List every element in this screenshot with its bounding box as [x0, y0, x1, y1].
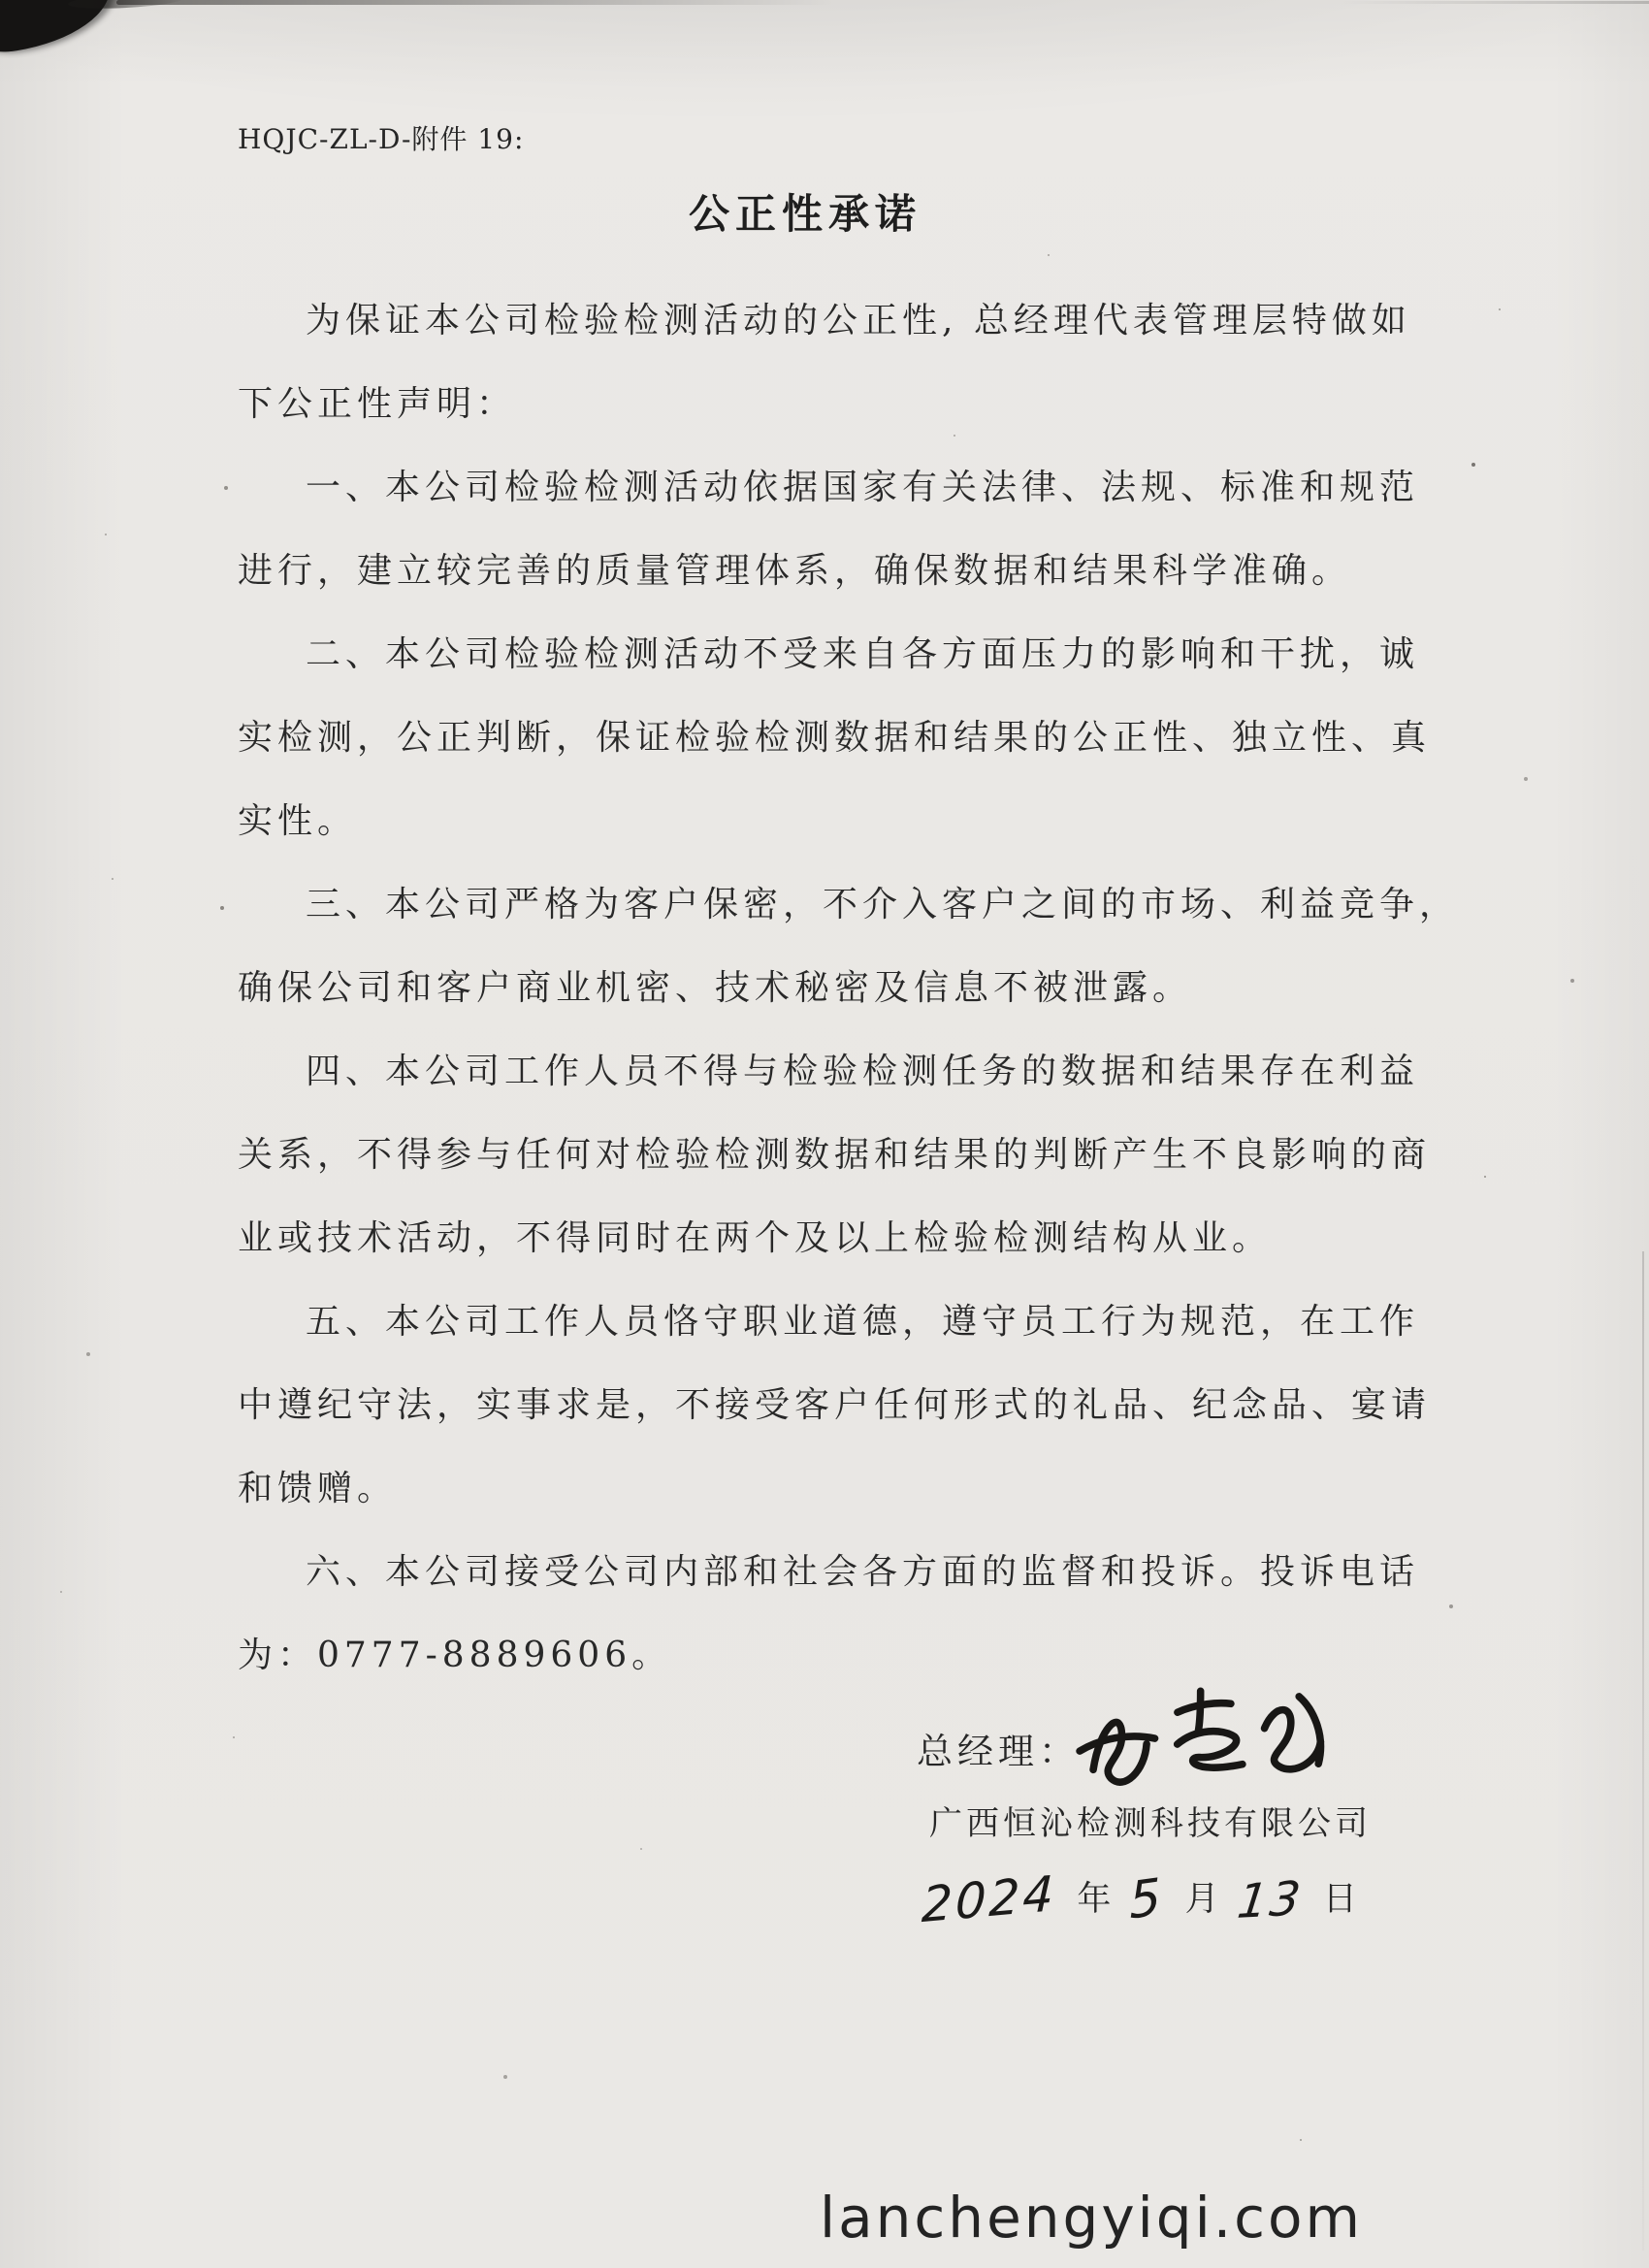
- body-line: 关系，不得参与任何对检验检测数据和结果的判断产生不良影响的商: [238, 1135, 1432, 1175]
- document-code: HQJC-ZL-D-附件 19:: [238, 123, 525, 155]
- company-name: 广西恒沁检测科技有限公司: [929, 1804, 1372, 1843]
- general-manager-handwritten-signature: [1068, 1667, 1357, 1812]
- date-month-unit: 月: [1184, 1880, 1219, 1919]
- scan-artifact-top-left-blob: [0, 0, 117, 57]
- date-year-handwritten: 2024: [921, 1864, 1058, 1934]
- watermark-text: lanchengyiqi.com: [820, 2185, 1364, 2251]
- body-line: 进行，建立较完善的质量管理体系，确保数据和结果科学准确。: [238, 551, 1352, 591]
- date-day-handwritten: 13: [1234, 1871, 1307, 1929]
- body-line: 业或技术活动，不得同时在两个及以上检验检测结构从业。: [238, 1218, 1273, 1258]
- document-body: [238, 279, 1499, 1698]
- scan-artifact-top-edge: [116, 0, 834, 5]
- body-line: 二、本公司检验检测活动不受来自各方面压力的影响和干扰，诚: [306, 634, 1420, 674]
- body-line: 下公正性声明：: [238, 384, 517, 424]
- body-line: 四、本公司工作人员不得与检验检测任务的数据和结果存在利益: [306, 1052, 1420, 1091]
- body-line: 确保公司和客户商业机密、技术秘密及信息不被泄露。: [238, 968, 1193, 1008]
- body-line: 为保证本公司检验检测活动的公正性, 总经理代表管理层特做如: [306, 301, 1411, 340]
- document-title: 公正性承诺: [688, 190, 922, 238]
- scan-artifact-top-right-edge: [1339, 1, 1649, 4]
- body-line: 为：0777-8889606。: [238, 1636, 672, 1675]
- body-line: 实性。: [238, 801, 358, 841]
- general-manager-label: 总经理：: [917, 1731, 1080, 1772]
- scan-artifact-right-edge: [1642, 1251, 1644, 2251]
- date-month-handwritten: 5: [1128, 1867, 1166, 1931]
- body-line: 三、本公司严格为客户保密，不介入客户之间的市场、利益竞争，: [306, 885, 1460, 924]
- body-line: 实检测，公正判断，保证检验检测数据和结果的公正性、独立性、真: [238, 718, 1432, 758]
- scan-dust-speckles: [0, 0, 2, 2]
- date-day-unit: 日: [1322, 1880, 1357, 1919]
- body-line: 五、本公司工作人员恪守职业道德，遵守员工行为规范，在工作: [306, 1302, 1420, 1342]
- date-year-unit: 年: [1077, 1880, 1112, 1919]
- body-line: 一、本公司检验检测活动依据国家有关法律、法规、标准和规范: [306, 468, 1420, 507]
- date-line: [921, 1864, 1371, 1934]
- body-line: 和馈赠。: [238, 1469, 398, 1508]
- body-line: 中遵纪守法，实事求是，不接受客户任何形式的礼品、纪念品、宴请: [238, 1385, 1432, 1425]
- body-line: 六、本公司接受公司内部和社会各方面的监督和投诉。投诉电话: [306, 1552, 1420, 1592]
